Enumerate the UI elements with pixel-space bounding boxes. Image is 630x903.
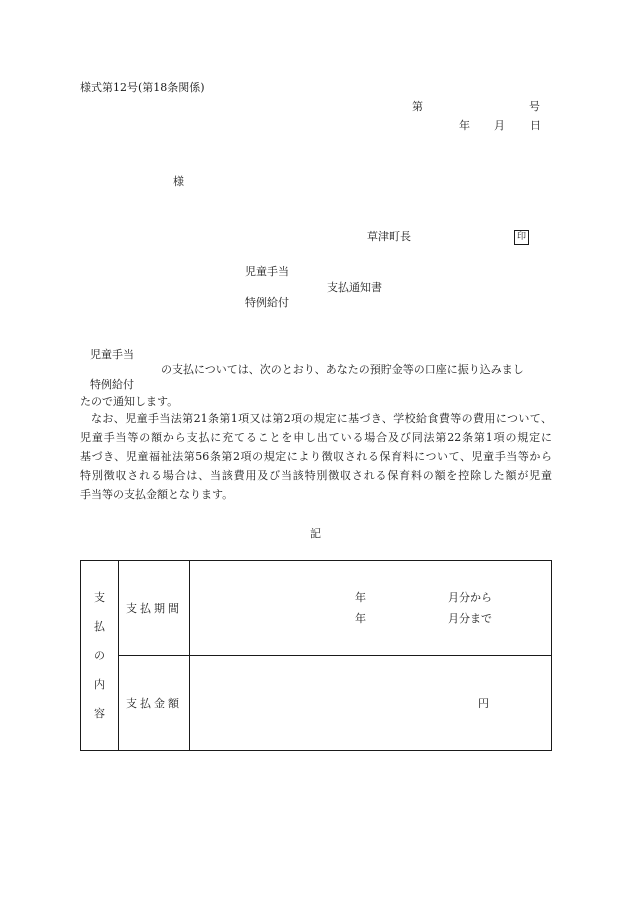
- number-prefix: 第: [412, 100, 423, 113]
- addressee-honorific: 様: [173, 175, 184, 188]
- note-line: なお、児童手当法第21条第1項又は第2項の規定に基づき、学校給食費等の費用について、: [91, 412, 552, 425]
- period-from-year: 年: [355, 591, 366, 604]
- body-option-child-allowance: 児童手当: [90, 348, 134, 361]
- note-line: 基づき、児童福祉法第56条第2項の規定により徴収される保育料について、児童手当等から: [80, 450, 552, 463]
- amount-label: 支払金額: [119, 656, 190, 751]
- note-line: 手当等の支払金額となります。: [80, 488, 234, 501]
- note-paragraph: [80, 409, 552, 504]
- payment-details-table: [80, 560, 552, 751]
- ki-heading: 記: [310, 527, 321, 540]
- body-line-2: たので通知します。: [80, 395, 179, 408]
- seal-mark: 印: [514, 230, 529, 245]
- sender-title: 草津町長: [367, 230, 411, 243]
- date-month: 月: [494, 119, 505, 132]
- period-to-month: 月分まで: [448, 612, 492, 625]
- document-title: 支払通知書: [327, 281, 382, 294]
- form-number: 様式第12号(第18条関係): [80, 81, 205, 94]
- note-line: 特別徴収される場合は、当該費用及び当該特別徴収される保育料の額を控除した額が児童: [80, 469, 552, 482]
- period-label: 支払期間: [119, 561, 190, 656]
- title-option-special-benefit: 特例給付: [245, 296, 289, 309]
- amount-value: [190, 656, 552, 751]
- body-option-special-benefit: 特例給付: [90, 378, 134, 391]
- side-label: 支 払 の 内 容: [81, 561, 119, 751]
- body-line-1: の支払については、次のとおり、あなたの預貯金等の口座に振り込みまし: [161, 363, 524, 376]
- period-value: [190, 561, 552, 656]
- number-suffix: 号: [529, 100, 540, 113]
- title-option-child-allowance: 児童手当: [245, 265, 289, 278]
- note-line: 児童手当等の額から支払に充てることを申し出ている場合及び同法第22条第1項の規定に: [80, 431, 552, 444]
- period-from-month: 月分から: [448, 591, 492, 604]
- date-year: 年: [459, 119, 470, 132]
- amount-unit: 円: [478, 697, 489, 710]
- period-to-year: 年: [355, 612, 366, 625]
- date-day: 日: [530, 119, 541, 132]
